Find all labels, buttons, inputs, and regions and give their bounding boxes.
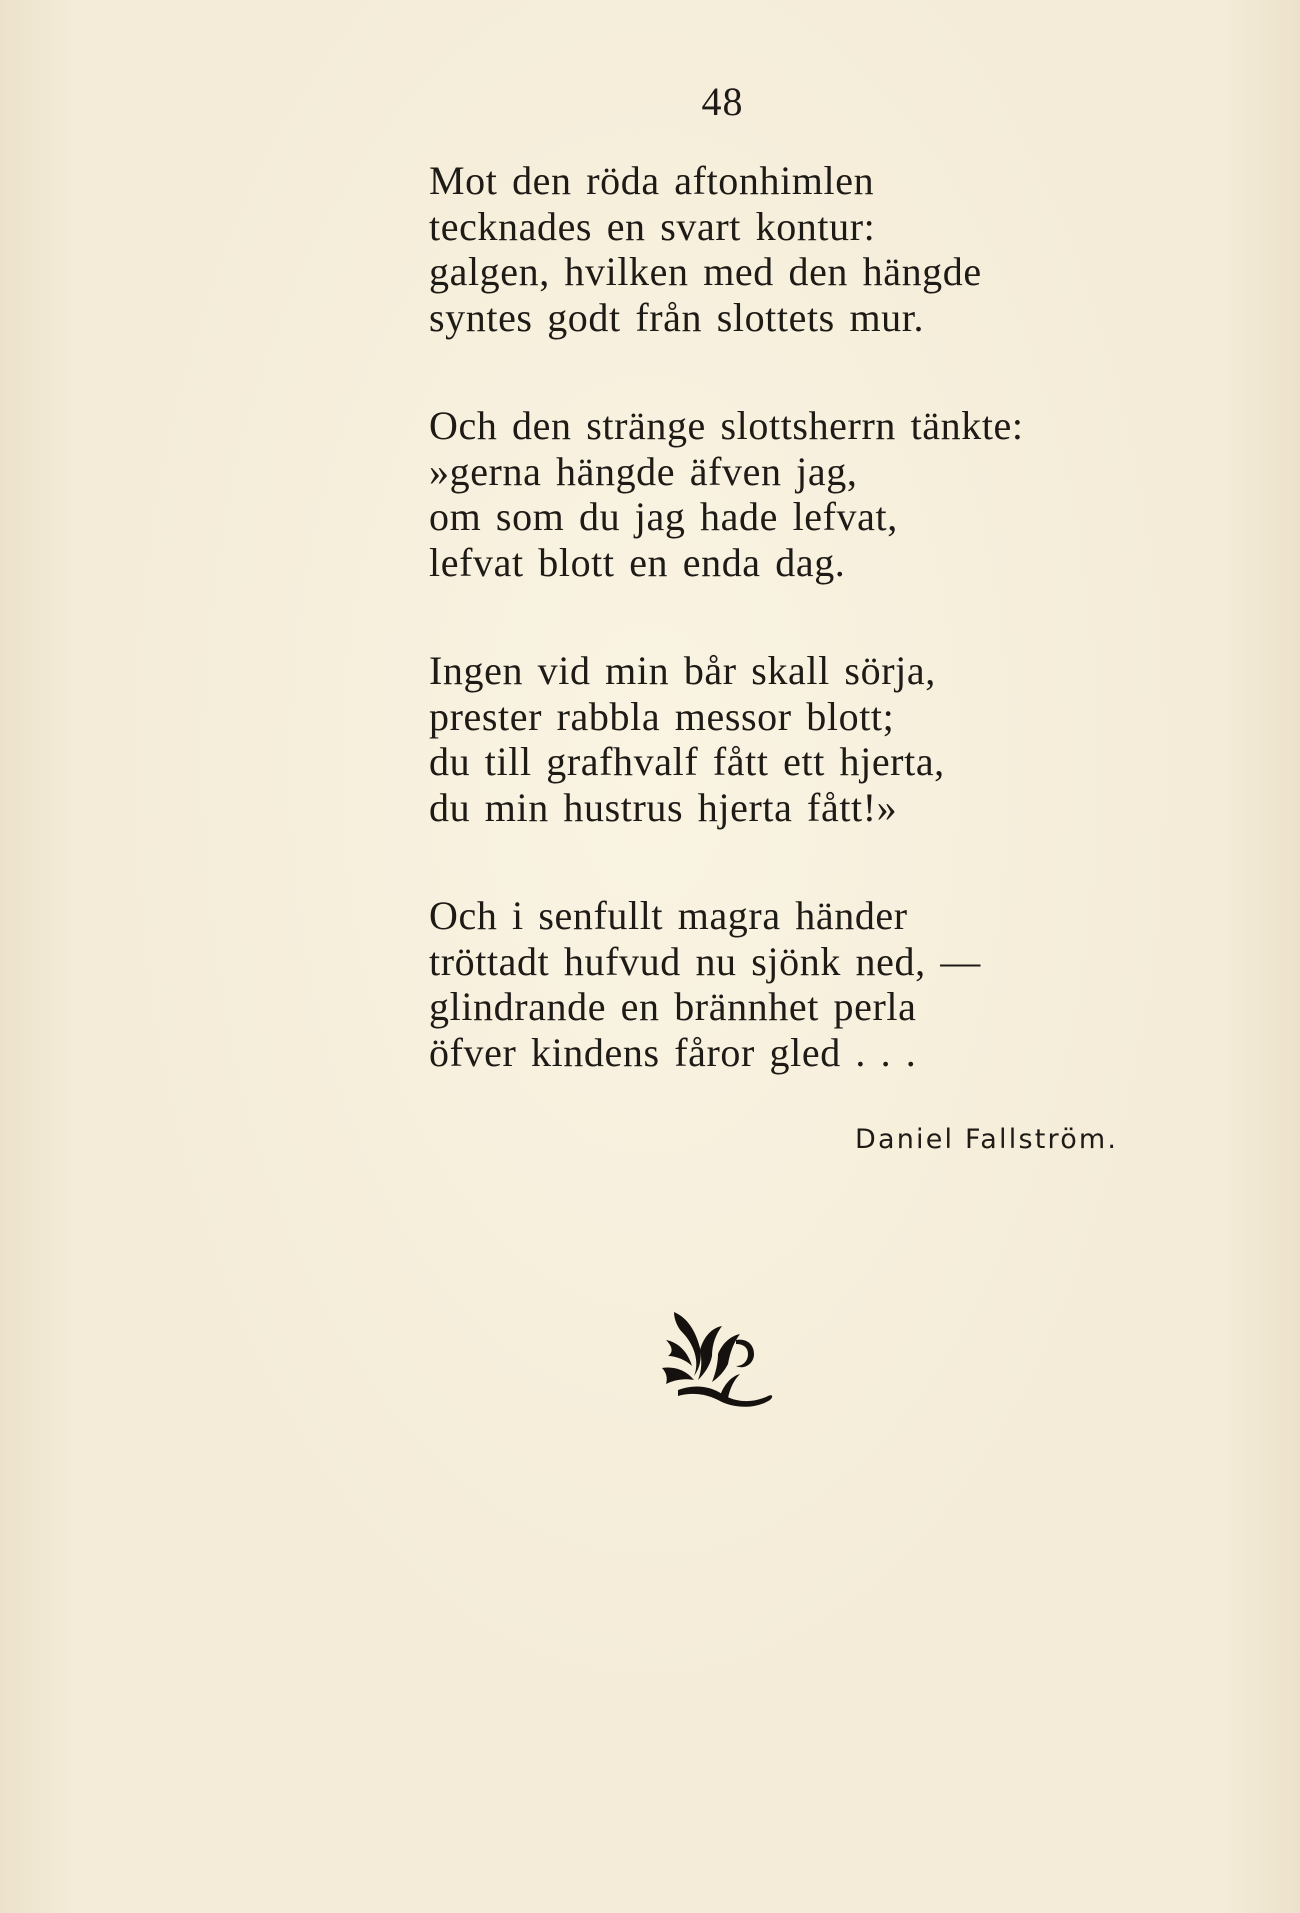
poem-line: syntes godt från slottets mur. bbox=[429, 294, 925, 340]
stanza-2 bbox=[429, 403, 1129, 585]
floral-vignette-icon bbox=[660, 1310, 780, 1410]
page-number: 48 bbox=[701, 79, 744, 124]
poem-line: lefvat blott en enda dag. bbox=[429, 539, 846, 585]
poem-line: Ingen vid min bår skall sörja, bbox=[429, 648, 936, 693]
poem-line: galgen, hvilken med den hängde bbox=[429, 249, 982, 294]
poem-line: Och den stränge slottsherrn tänkte: bbox=[429, 403, 1024, 448]
poem-line: du min hustrus hjerta fått!» bbox=[429, 784, 898, 830]
poem-line: Mot den röda aftonhimlen bbox=[429, 158, 875, 203]
poem-line: tröttadt hufvud nu sjönk ned, — bbox=[429, 938, 981, 984]
poem-line: glindrande en brännhet perla bbox=[429, 984, 917, 1029]
stanza-1 bbox=[429, 158, 1129, 340]
author-signature: Daniel Fallström. bbox=[855, 1124, 1119, 1155]
poem-line: om som du jag hade lefvat, bbox=[429, 494, 898, 539]
poem-line: prester rabbla messor blott; bbox=[429, 693, 895, 739]
poem bbox=[429, 158, 1129, 1138]
poem-line: Och i senfullt magra händer bbox=[429, 893, 908, 938]
poem-line: du till grafhvalf fått ett hjerta, bbox=[429, 739, 945, 784]
stanza-3 bbox=[429, 648, 1129, 830]
poem-line: tecknades en svart kontur: bbox=[429, 203, 876, 249]
poem-line: »gerna hängde äfven jag, bbox=[429, 448, 858, 494]
poem-line: öfver kindens fåror gled . . . bbox=[429, 1029, 917, 1075]
stanza-4 bbox=[429, 893, 1129, 1075]
